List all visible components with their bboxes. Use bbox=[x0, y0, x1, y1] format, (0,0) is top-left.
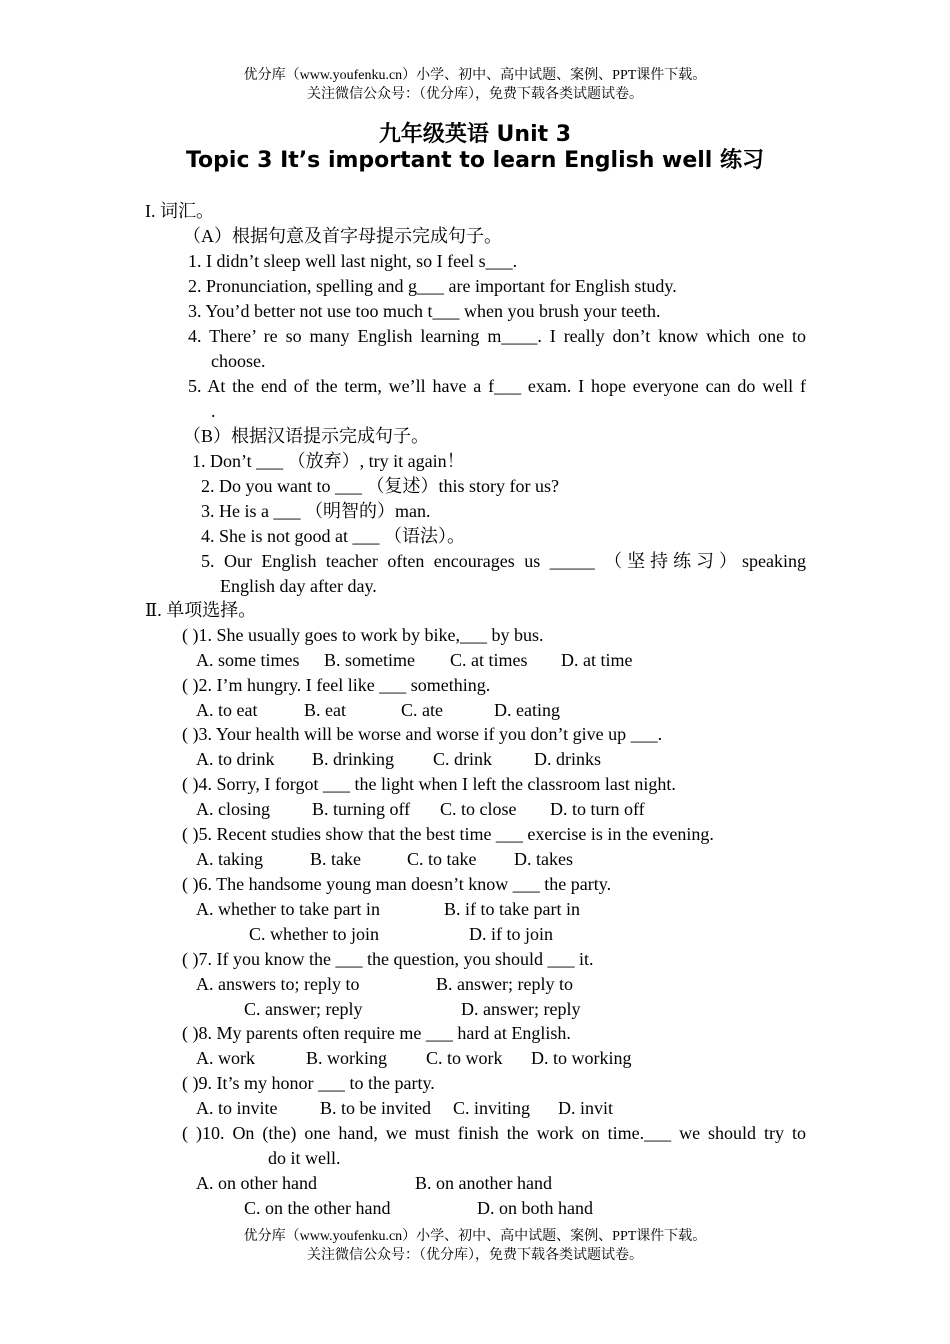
vocab-a-item: 1. I didn’t sleep well last night, so I feel s___. bbox=[188, 251, 518, 271]
option-a: A. some times bbox=[196, 650, 300, 670]
vocab-a-item: 5. At the end of the term, we’ll have a f___ exam. I hope everyone can do well f bbox=[188, 376, 806, 396]
option-a: A. to eat bbox=[196, 700, 258, 720]
option-c: C. on the other hand bbox=[244, 1198, 391, 1218]
option-c: C. drink bbox=[433, 749, 493, 769]
option-c: C. inviting bbox=[453, 1098, 531, 1118]
option-b: B. to be invited bbox=[320, 1098, 431, 1118]
option-d: D. on both hand bbox=[477, 1198, 593, 1218]
question-stem: ( )8. My parents often require me ___ hard at English. bbox=[182, 1023, 571, 1043]
option-a: A. closing bbox=[196, 799, 270, 819]
question-stem: ( )2. I’m hungry. I feel like ___ something. bbox=[182, 675, 491, 695]
question-stem: ( )5. Recent studies show that the best time ___ exercise is in the evening. bbox=[182, 824, 714, 844]
vocab-b-item: 5. Our English teacher often encourages us _____ （坚持练习）speaking bbox=[201, 551, 806, 571]
option-b: B. if to take part in bbox=[444, 899, 580, 919]
option-b: B. drinking bbox=[312, 749, 395, 769]
vocab-b-item-continued: English day after day. bbox=[220, 576, 377, 596]
vocab-a-item: 4. There’ re so many English learning m____. I really don’t know which one to bbox=[188, 326, 806, 346]
header-line-1: 优分库（www.youfenku.cn）小学、初中、高中试题、案例、PPT课件下载。 bbox=[243, 68, 707, 83]
vocab-b-item: 1. Don’t ___ （放弃）, try it again！ bbox=[192, 451, 465, 471]
option-a: A. on other hand bbox=[196, 1173, 317, 1193]
question-stem: ( )7. If you know the ___ the question, you should ___ it. bbox=[182, 949, 594, 969]
option-d: D. answer; reply bbox=[461, 999, 581, 1019]
option-c: C. to close bbox=[440, 799, 517, 819]
part-b-heading: （B）根据汉语提示完成句子。 bbox=[183, 426, 430, 446]
question-stem: ( )4. Sorry, I forgot ___ the light when I left the classroom last night. bbox=[182, 774, 676, 794]
question-stem: ( )10. On (the) one hand, we must finish the work on time.___ we should try to bbox=[182, 1123, 806, 1143]
option-c: C. at times bbox=[450, 650, 528, 670]
vocab-a-item: 3. You’d better not use too much t___ when you brush your teeth. bbox=[188, 301, 661, 321]
question-stem: ( )1. She usually goes to work by bike,___ by bus. bbox=[182, 625, 544, 645]
vocab-b-item: 3. He is a ___ （明智的）man. bbox=[201, 501, 431, 521]
part-a-heading: （A）根据句意及首字母提示完成句子。 bbox=[183, 226, 502, 246]
option-c: C. ate bbox=[401, 700, 443, 720]
option-a: A. answers to; reply to bbox=[196, 974, 360, 994]
option-c: C. whether to join bbox=[249, 924, 379, 944]
vocab-a-item-continued: . bbox=[211, 401, 216, 421]
option-c: C. answer; reply bbox=[244, 999, 363, 1019]
option-b: B. eat bbox=[304, 700, 346, 720]
option-d: D. eating bbox=[494, 700, 560, 720]
section-1-heading: I. 词汇。 bbox=[145, 201, 214, 221]
option-d: D. at time bbox=[561, 650, 633, 670]
option-b: B. working bbox=[306, 1048, 387, 1068]
option-d: D. to turn off bbox=[550, 799, 645, 819]
option-a: A. taking bbox=[196, 849, 263, 869]
option-b: B. answer; reply to bbox=[436, 974, 573, 994]
option-a: A. whether to take part in bbox=[196, 899, 380, 919]
question-stem-continued: do it well. bbox=[268, 1148, 341, 1168]
vocab-a-item: 2. Pronunciation, spelling and g___ are important for English study. bbox=[188, 276, 677, 296]
option-c: C. to take bbox=[407, 849, 477, 869]
option-d: D. takes bbox=[514, 849, 573, 869]
option-b: B. turning off bbox=[312, 799, 411, 819]
footer-line-1: 优分库（www.youfenku.cn）小学、初中、高中试题、案例、PPT课件下载。 bbox=[243, 1229, 707, 1244]
vocab-a-item-continued: choose. bbox=[211, 351, 266, 371]
title-line-1: 九年级英语 Unit 3 bbox=[378, 122, 572, 147]
footer-line-2: 关注微信公众号：（优分库），免费下载各类试题试卷。 bbox=[307, 1248, 643, 1263]
option-d: D. drinks bbox=[534, 749, 601, 769]
option-a: A. work bbox=[196, 1048, 255, 1068]
question-stem: ( )3. Your health will be worse and worse if you don’t give up ___. bbox=[182, 724, 663, 744]
option-d: D. to working bbox=[531, 1048, 632, 1068]
option-a: A. to drink bbox=[196, 749, 275, 769]
question-stem: ( )9. It’s my honor ___ to the party. bbox=[182, 1073, 435, 1093]
option-a: A. to invite bbox=[196, 1098, 278, 1118]
header-line-2: 关注微信公众号：（优分库），免费下载各类试题试卷。 bbox=[307, 87, 643, 102]
option-d: D. invit bbox=[558, 1098, 614, 1118]
option-b: B. on another hand bbox=[415, 1173, 552, 1193]
section-2-heading: Ⅱ. 单项选择。 bbox=[145, 600, 257, 620]
vocab-b-item: 4. She is not good at ___ （语法）。 bbox=[201, 526, 465, 546]
option-c: C. to work bbox=[426, 1048, 503, 1068]
question-stem: ( )6. The handsome young man doesn’t know ___ the party. bbox=[182, 874, 612, 894]
option-b: B. take bbox=[310, 849, 361, 869]
title-line-2: Topic 3 It’s important to learn English well 练习 bbox=[185, 148, 765, 173]
option-d: D. if to join bbox=[469, 924, 553, 944]
vocab-b-item: 2. Do you want to ___ （复述）this story for us? bbox=[201, 476, 559, 496]
option-b: B. sometime bbox=[324, 650, 415, 670]
